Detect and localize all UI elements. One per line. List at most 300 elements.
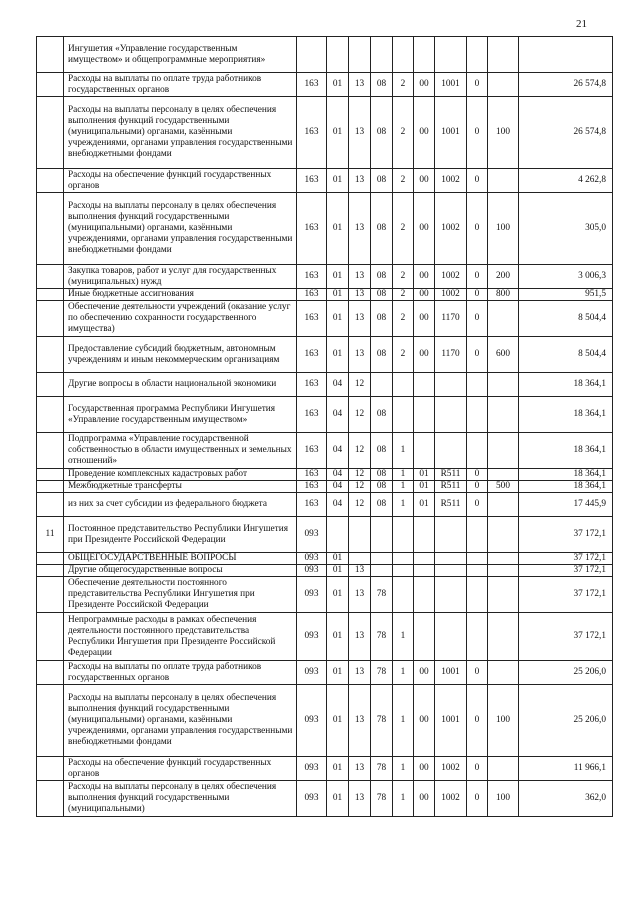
section-code-cell: 04 [327, 397, 349, 433]
program-code-cell: 08 [371, 301, 393, 337]
subsection-code-cell: 12 [349, 469, 371, 481]
direction-code-cell [435, 613, 467, 661]
event-code-cell: 01 [414, 481, 435, 493]
ministry-code-cell: 093 [297, 685, 327, 757]
amount-cell: 25 206,0 [519, 661, 613, 685]
ministry-code-cell: 163 [297, 289, 327, 301]
event-code-cell [414, 433, 435, 469]
direction-code-cell: 1170 [435, 301, 467, 337]
expense-type-code-cell [488, 397, 519, 433]
extra-code-cell [467, 553, 488, 565]
subsection-code-cell: 12 [349, 433, 371, 469]
row-number-cell [37, 301, 64, 337]
event-code-cell [414, 613, 435, 661]
item-name-cell: Другие общегосударственные вопросы [64, 565, 297, 577]
row-number-cell [37, 565, 64, 577]
subprogram-code-cell: 1 [393, 493, 414, 517]
row-number-cell [37, 433, 64, 469]
subprogram-code-cell: 2 [393, 97, 414, 169]
event-code-cell: 01 [414, 469, 435, 481]
direction-code-cell: 1170 [435, 337, 467, 373]
section-code-cell [327, 517, 349, 553]
direction-code-cell [435, 565, 467, 577]
ministry-code-cell: 163 [297, 265, 327, 289]
item-name-cell: Непрограммные расходы в рамках обеспечения деятельности постоянного представительства Республики Ингушетия при Президенте Российской Федерации [64, 613, 297, 661]
direction-code-cell: 1001 [435, 661, 467, 685]
expense-type-code-cell: 100 [488, 97, 519, 169]
table-row [37, 73, 613, 97]
extra-code-cell [467, 37, 488, 73]
subsection-code-cell: 13 [349, 757, 371, 781]
item-name-cell: из них за счет субсидии из федерального бюджета [64, 493, 297, 517]
extra-code-cell: 0 [467, 781, 488, 817]
direction-code-cell: 1001 [435, 97, 467, 169]
section-code-cell: 01 [327, 193, 349, 265]
amount-cell: 951,5 [519, 289, 613, 301]
item-name-cell: Государственная программа Республики Ингушетия «Управление государственным имуществом» [64, 397, 297, 433]
row-number-cell [37, 685, 64, 757]
ministry-code-cell: 093 [297, 565, 327, 577]
amount-cell: 37 172,1 [519, 517, 613, 553]
ministry-code-cell: 093 [297, 553, 327, 565]
direction-code-cell: R511 [435, 469, 467, 481]
direction-code-cell: 1002 [435, 757, 467, 781]
item-name-cell: ОБЩЕГОСУДАРСТВЕННЫЕ ВОПРОСЫ [64, 553, 297, 565]
section-code-cell: 01 [327, 289, 349, 301]
row-number-cell [37, 553, 64, 565]
subsection-code-cell: 13 [349, 781, 371, 817]
subprogram-code-cell: 2 [393, 301, 414, 337]
table-row [37, 337, 613, 373]
item-name-cell: Проведение комплексных кадастровых работ [64, 469, 297, 481]
item-name-cell: Другие вопросы в области национальной экономики [64, 373, 297, 397]
ministry-code-cell: 093 [297, 517, 327, 553]
table-row [37, 97, 613, 169]
amount-cell: 26 574,8 [519, 73, 613, 97]
subprogram-code-cell [393, 517, 414, 553]
ministry-code-cell: 163 [297, 97, 327, 169]
amount-cell: 362,0 [519, 781, 613, 817]
table-row [37, 37, 613, 73]
item-name-cell: Расходы на выплаты персоналу в целях обеспечения выполнения функций государственными (муниципальными) органами, казёнными учреждениями, органами управления государственными внебюджетными фондами [64, 193, 297, 265]
extra-code-cell: 0 [467, 265, 488, 289]
row-number-cell [37, 265, 64, 289]
subsection-code-cell [349, 517, 371, 553]
extra-code-cell [467, 565, 488, 577]
section-code-cell: 01 [327, 757, 349, 781]
item-name-cell: Расходы на обеспечение функций государственных органов [64, 757, 297, 781]
extra-code-cell: 0 [467, 685, 488, 757]
section-code-cell: 01 [327, 553, 349, 565]
section-code-cell: 01 [327, 301, 349, 337]
direction-code-cell: 1002 [435, 781, 467, 817]
subprogram-code-cell: 2 [393, 337, 414, 373]
amount-cell: 18 364,1 [519, 397, 613, 433]
ministry-code-cell: 093 [297, 577, 327, 613]
row-number-cell [37, 337, 64, 373]
subprogram-code-cell: 2 [393, 289, 414, 301]
event-code-cell [414, 577, 435, 613]
direction-code-cell: R511 [435, 481, 467, 493]
program-code-cell: 78 [371, 685, 393, 757]
program-code-cell [371, 37, 393, 73]
item-name-cell: Иные бюджетные ассигнования [64, 289, 297, 301]
amount-cell: 18 364,1 [519, 433, 613, 469]
ministry-code-cell: 163 [297, 301, 327, 337]
item-name-cell: Расходы на выплаты по оплате труда работников государственных органов [64, 661, 297, 685]
table-row [37, 397, 613, 433]
subprogram-code-cell: 2 [393, 193, 414, 265]
section-code-cell: 01 [327, 685, 349, 757]
subsection-code-cell: 13 [349, 577, 371, 613]
event-code-cell: 00 [414, 97, 435, 169]
section-code-cell: 01 [327, 781, 349, 817]
expense-type-code-cell [488, 553, 519, 565]
row-number-cell [37, 469, 64, 481]
direction-code-cell [435, 433, 467, 469]
expense-type-code-cell [488, 613, 519, 661]
extra-code-cell: 0 [467, 661, 488, 685]
row-number-cell [37, 757, 64, 781]
amount-cell: 8 504,4 [519, 301, 613, 337]
item-name-cell: Расходы на выплаты персоналу в целях обеспечения выполнения функций государственными (муниципальными) органами, казёнными учреждениями, органами управления государственными внебюджетными фондами [64, 97, 297, 169]
expense-type-code-cell: 100 [488, 193, 519, 265]
table-row [37, 685, 613, 757]
ministry-code-cell: 163 [297, 433, 327, 469]
section-code-cell: 04 [327, 481, 349, 493]
table-row [37, 433, 613, 469]
row-number-cell [37, 577, 64, 613]
subsection-code-cell: 12 [349, 373, 371, 397]
direction-code-cell [435, 553, 467, 565]
amount-cell: 37 172,1 [519, 553, 613, 565]
row-number-cell [37, 289, 64, 301]
table-row [37, 757, 613, 781]
extra-code-cell: 0 [467, 337, 488, 373]
program-code-cell: 08 [371, 265, 393, 289]
subprogram-code-cell: 1 [393, 685, 414, 757]
direction-code-cell: 1002 [435, 265, 467, 289]
amount-cell: 11 966,1 [519, 757, 613, 781]
row-number-cell [37, 193, 64, 265]
extra-code-cell: 0 [467, 73, 488, 97]
extra-code-cell: 0 [467, 493, 488, 517]
extra-code-cell: 0 [467, 481, 488, 493]
program-code-cell [371, 373, 393, 397]
subsection-code-cell: 13 [349, 613, 371, 661]
ministry-code-cell: 163 [297, 397, 327, 433]
section-code-cell: 01 [327, 97, 349, 169]
expense-type-code-cell: 600 [488, 337, 519, 373]
table-row [37, 553, 613, 565]
expense-type-code-cell [488, 301, 519, 337]
subsection-code-cell: 13 [349, 169, 371, 193]
direction-code-cell [435, 397, 467, 433]
subprogram-code-cell: 1 [393, 661, 414, 685]
event-code-cell [414, 397, 435, 433]
subsection-code-cell: 13 [349, 565, 371, 577]
event-code-cell: 00 [414, 265, 435, 289]
subsection-code-cell [349, 37, 371, 73]
ministry-code-cell: 163 [297, 469, 327, 481]
subprogram-code-cell: 1 [393, 757, 414, 781]
direction-code-cell: R511 [435, 493, 467, 517]
item-name-cell: Обеспечение деятельности учреждений (оказание услуг по обеспечению сохранности государственного имущества) [64, 301, 297, 337]
subsection-code-cell: 12 [349, 481, 371, 493]
amount-cell: 37 172,1 [519, 565, 613, 577]
expense-type-code-cell [488, 517, 519, 553]
event-code-cell: 00 [414, 301, 435, 337]
event-code-cell: 00 [414, 781, 435, 817]
extra-code-cell [467, 373, 488, 397]
ministry-code-cell: 163 [297, 373, 327, 397]
ministry-code-cell: 163 [297, 169, 327, 193]
item-name-cell: Расходы на выплаты по оплате труда работников государственных органов [64, 73, 297, 97]
subprogram-code-cell [393, 565, 414, 577]
ministry-code-cell: 163 [297, 481, 327, 493]
page-number: 21 [576, 18, 587, 30]
amount-cell: 37 172,1 [519, 577, 613, 613]
amount-cell: 8 504,4 [519, 337, 613, 373]
amount-cell: 25 206,0 [519, 685, 613, 757]
row-number-cell [37, 397, 64, 433]
table-row [37, 301, 613, 337]
program-code-cell: 08 [371, 493, 393, 517]
row-number-cell [37, 481, 64, 493]
subprogram-code-cell: 1 [393, 469, 414, 481]
subprogram-code-cell: 2 [393, 73, 414, 97]
program-code-cell: 08 [371, 469, 393, 481]
program-code-cell: 78 [371, 781, 393, 817]
amount-cell: 3 006,3 [519, 265, 613, 289]
row-number-cell [37, 493, 64, 517]
subprogram-code-cell: 1 [393, 613, 414, 661]
subprogram-code-cell [393, 577, 414, 613]
program-code-cell: 08 [371, 193, 393, 265]
section-code-cell: 01 [327, 169, 349, 193]
event-code-cell: 00 [414, 169, 435, 193]
event-code-cell: 00 [414, 73, 435, 97]
extra-code-cell: 0 [467, 97, 488, 169]
extra-code-cell: 0 [467, 193, 488, 265]
extra-code-cell: 0 [467, 169, 488, 193]
row-number-cell [37, 97, 64, 169]
subprogram-code-cell: 2 [393, 169, 414, 193]
table-row [37, 613, 613, 661]
row-number-cell [37, 661, 64, 685]
ministry-code-cell: 093 [297, 613, 327, 661]
program-code-cell: 78 [371, 757, 393, 781]
extra-code-cell [467, 397, 488, 433]
expense-type-code-cell [488, 73, 519, 97]
ministry-code-cell: 093 [297, 781, 327, 817]
program-code-cell: 08 [371, 289, 393, 301]
section-code-cell: 04 [327, 469, 349, 481]
section-code-cell: 04 [327, 493, 349, 517]
amount-cell: 37 172,1 [519, 613, 613, 661]
expense-type-code-cell [488, 661, 519, 685]
extra-code-cell [467, 613, 488, 661]
extra-code-cell: 0 [467, 757, 488, 781]
section-code-cell: 01 [327, 73, 349, 97]
subprogram-code-cell: 1 [393, 481, 414, 493]
subsection-code-cell: 13 [349, 301, 371, 337]
subprogram-code-cell [393, 553, 414, 565]
expense-type-code-cell: 200 [488, 265, 519, 289]
subsection-code-cell: 13 [349, 661, 371, 685]
budget-table [36, 36, 613, 817]
item-name-cell: Ингушетия «Управление государственным имуществом» и общепрограммные мероприятия» [64, 37, 297, 73]
program-code-cell: 08 [371, 73, 393, 97]
row-number-cell [37, 37, 64, 73]
event-code-cell [414, 565, 435, 577]
program-code-cell [371, 553, 393, 565]
table-row [37, 469, 613, 481]
expense-type-code-cell: 100 [488, 685, 519, 757]
table-row [37, 373, 613, 397]
section-code-cell: 01 [327, 577, 349, 613]
amount-cell: 305,0 [519, 193, 613, 265]
row-number-cell [37, 373, 64, 397]
subprogram-code-cell: 2 [393, 265, 414, 289]
table-row [37, 169, 613, 193]
row-number-cell [37, 73, 64, 97]
event-code-cell: 00 [414, 757, 435, 781]
extra-code-cell [467, 577, 488, 613]
table-row [37, 265, 613, 289]
item-name-cell: Обеспечение деятельности постоянного представительства Республики Ингушетия при Президенте Российской Федерации [64, 577, 297, 613]
program-code-cell: 78 [371, 613, 393, 661]
program-code-cell [371, 565, 393, 577]
extra-code-cell [467, 517, 488, 553]
item-name-cell: Расходы на выплаты персоналу в целях обеспечения выполнения функций государственными (муниципальными) [64, 781, 297, 817]
table-row [37, 289, 613, 301]
direction-code-cell [435, 373, 467, 397]
program-code-cell: 08 [371, 481, 393, 493]
extra-code-cell: 0 [467, 469, 488, 481]
subsection-code-cell: 13 [349, 289, 371, 301]
row-number-cell [37, 781, 64, 817]
section-code-cell [327, 37, 349, 73]
item-name-cell: Межбюджетные трансферты [64, 481, 297, 493]
direction-code-cell: 1001 [435, 73, 467, 97]
event-code-cell [414, 517, 435, 553]
item-name-cell: Подпрограмма «Управление государственной собственностью в области имущественных и земельных отношений» [64, 433, 297, 469]
table-row [37, 493, 613, 517]
item-name-cell: Закупка товаров, работ и услуг для государственных (муниципальных) нужд [64, 265, 297, 289]
direction-code-cell: 1001 [435, 685, 467, 757]
ministry-code-cell: 093 [297, 757, 327, 781]
program-code-cell: 08 [371, 337, 393, 373]
item-name-cell: Расходы на выплаты персоналу в целях обеспечения выполнения функций государственными (муниципальными) органами, казёнными учреждениями, органами управления государственными внебюджетными фондами [64, 685, 297, 757]
subsection-code-cell: 12 [349, 493, 371, 517]
subprogram-code-cell: 1 [393, 433, 414, 469]
direction-code-cell [435, 577, 467, 613]
program-code-cell: 78 [371, 577, 393, 613]
event-code-cell: 00 [414, 685, 435, 757]
expense-type-code-cell: 100 [488, 781, 519, 817]
subsection-code-cell: 13 [349, 193, 371, 265]
event-code-cell: 00 [414, 661, 435, 685]
event-code-cell: 00 [414, 337, 435, 373]
amount-cell: 18 364,1 [519, 481, 613, 493]
ministry-code-cell: 163 [297, 193, 327, 265]
section-code-cell: 01 [327, 613, 349, 661]
direction-code-cell: 1002 [435, 193, 467, 265]
extra-code-cell [467, 433, 488, 469]
amount-cell: 18 364,1 [519, 373, 613, 397]
extra-code-cell: 0 [467, 301, 488, 337]
program-code-cell: 78 [371, 661, 393, 685]
table-row [37, 577, 613, 613]
expense-type-code-cell: 500 [488, 481, 519, 493]
ministry-code-cell: 163 [297, 493, 327, 517]
section-code-cell: 04 [327, 373, 349, 397]
section-code-cell: 01 [327, 265, 349, 289]
ministry-code-cell: 163 [297, 337, 327, 373]
subsection-code-cell [349, 553, 371, 565]
table-row [37, 517, 613, 553]
amount-cell: 17 445,9 [519, 493, 613, 517]
event-code-cell [414, 37, 435, 73]
expense-type-code-cell [488, 565, 519, 577]
table-row [37, 193, 613, 265]
subprogram-code-cell [393, 37, 414, 73]
direction-code-cell: 1002 [435, 169, 467, 193]
expense-type-code-cell [488, 373, 519, 397]
event-code-cell: 00 [414, 193, 435, 265]
amount-cell: 18 364,1 [519, 469, 613, 481]
subsection-code-cell: 13 [349, 73, 371, 97]
expense-type-code-cell [488, 37, 519, 73]
subsection-code-cell: 13 [349, 337, 371, 373]
expense-type-code-cell: 800 [488, 289, 519, 301]
program-code-cell: 08 [371, 397, 393, 433]
subsection-code-cell: 13 [349, 97, 371, 169]
direction-code-cell: 1002 [435, 289, 467, 301]
amount-cell: 4 262,8 [519, 169, 613, 193]
table-row [37, 481, 613, 493]
item-name-cell: Предоставление субсидий бюджетным, автономным учреждениям и иным некоммерческим организациям [64, 337, 297, 373]
subprogram-code-cell: 1 [393, 781, 414, 817]
extra-code-cell: 0 [467, 289, 488, 301]
direction-code-cell [435, 517, 467, 553]
expense-type-code-cell [488, 469, 519, 481]
expense-type-code-cell [488, 757, 519, 781]
table-row [37, 781, 613, 817]
item-name-cell: Постоянное представительство Республики Ингушетия при Президенте Российской Федерации [64, 517, 297, 553]
expense-type-code-cell [488, 493, 519, 517]
table-row [37, 565, 613, 577]
subsection-code-cell: 13 [349, 265, 371, 289]
subprogram-code-cell [393, 373, 414, 397]
event-code-cell [414, 553, 435, 565]
ministry-code-cell: 093 [297, 661, 327, 685]
program-code-cell: 08 [371, 433, 393, 469]
row-number-cell [37, 613, 64, 661]
section-code-cell: 01 [327, 565, 349, 577]
program-code-cell: 08 [371, 169, 393, 193]
event-code-cell: 01 [414, 493, 435, 517]
section-code-cell: 01 [327, 337, 349, 373]
amount-cell: 26 574,8 [519, 97, 613, 169]
item-name-cell: Расходы на обеспечение функций государственных органов [64, 169, 297, 193]
row-number-cell [37, 169, 64, 193]
expense-type-code-cell [488, 169, 519, 193]
event-code-cell [414, 373, 435, 397]
program-code-cell: 08 [371, 97, 393, 169]
subsection-code-cell: 12 [349, 397, 371, 433]
